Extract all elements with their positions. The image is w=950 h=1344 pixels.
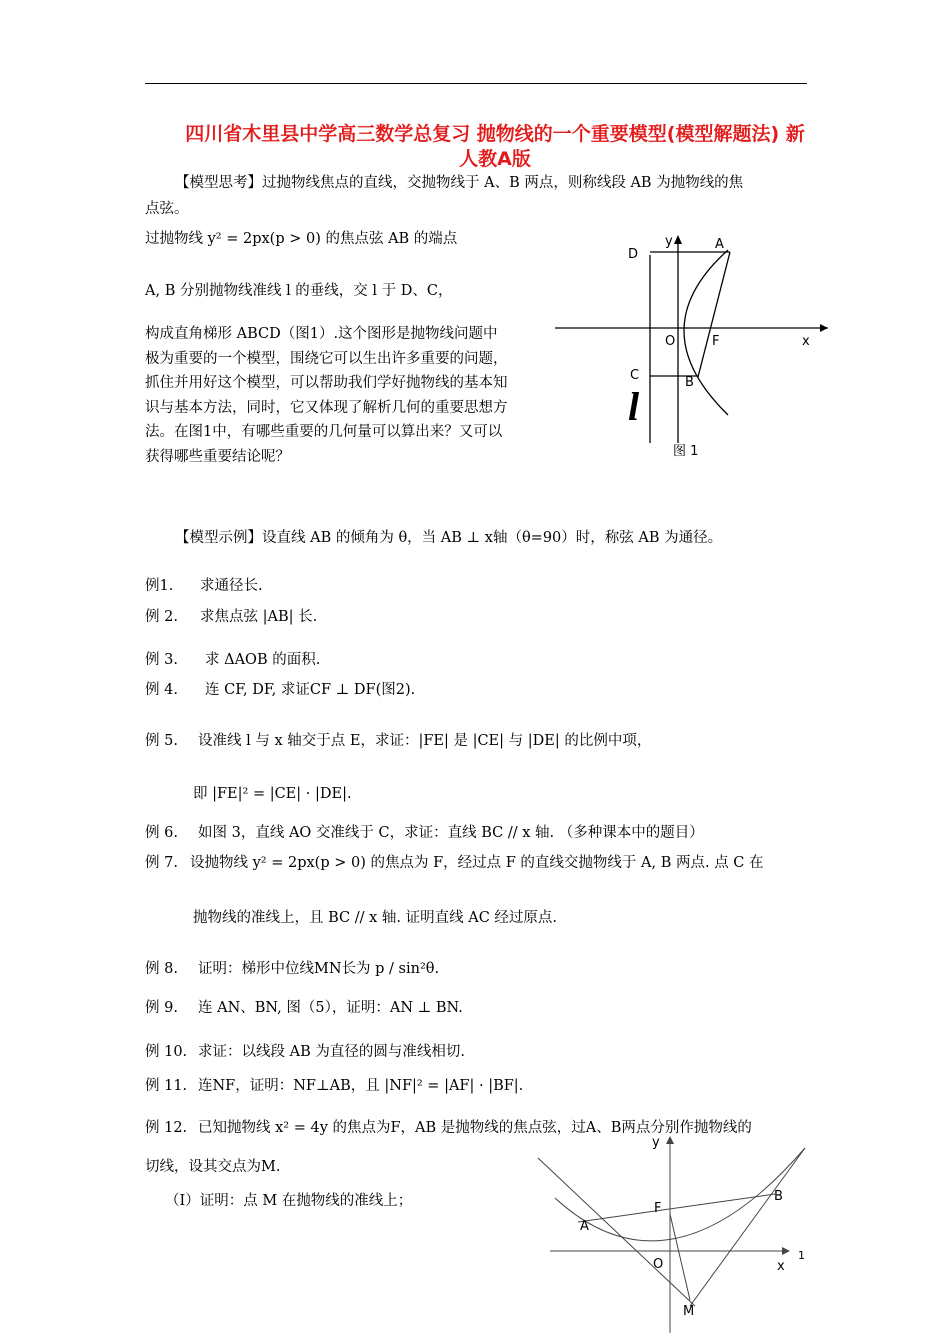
fig2-parabola (555, 1148, 805, 1241)
example-intro: 【模型示例】设直线 AB 的倾角为 θ，当 AB ⊥ x轴（θ=90）时，称弦 AB 为通径。 (175, 530, 723, 546)
fig2-segment-MF (670, 1214, 690, 1300)
example-text: 连 CF, DF, 求证CF ⊥ DF(图2). (205, 682, 416, 698)
example-text: 设抛物线 y² = 2px(p > 0) 的焦点为 F，经过点 F 的直线交抛物线于 A, B 两点. 点 C 在 (190, 855, 764, 871)
fig2-label-B: B (774, 1189, 783, 1204)
example-text: （I）证明：点 M 在抛物线的准线上； (165, 1193, 413, 1209)
fig1-label-C: C (630, 368, 640, 383)
fig1-label-A: A (715, 237, 724, 252)
fig2-label-M: M (683, 1304, 695, 1319)
example-number: 例 7. (145, 855, 178, 871)
example-text: 求证：以线段 AB 为直径的圆与准线相切. (198, 1044, 465, 1060)
page-title: 四川省木里县中学高三数学总复习 抛物线的一个重要模型(模型解题法) 新人教A版 (185, 123, 805, 170)
fig2-label-y: y (652, 1135, 660, 1150)
fig1-x-arrow (820, 324, 828, 332)
example-text: 如图 3，直线 AO 交准线于 C，求证：直线 BC // x 轴. （多种课本中的题目） (198, 825, 704, 841)
intro-line-3: 过抛物线 y² = 2px(p > 0) 的焦点弦 AB 的端点 (145, 231, 458, 247)
fig2-focal-chord (578, 1194, 775, 1222)
fig1-label-l: l (628, 384, 640, 429)
example-number: 例 9. (145, 1000, 178, 1016)
header-rule (145, 83, 807, 84)
fig1-label-O: O (665, 334, 676, 349)
example-text: 设准线 l 与 x 轴交于点 E，求证：|FE| 是 |CE| 与 |DE| 的比例中项， (198, 733, 652, 749)
example-number: 例 4. (145, 682, 178, 698)
fig2-tangent-A (538, 1158, 695, 1306)
example-number: 例 8. (145, 961, 178, 977)
example-text: 切线，设其交点为M. (145, 1159, 281, 1175)
fig2-x-arrow (782, 1247, 790, 1255)
example-text: 求 ΔAOB 的面积. (205, 652, 321, 668)
fig2-label-A: A (580, 1219, 589, 1234)
example-number: 例 12. (145, 1120, 188, 1136)
fig1-label-D: D (628, 247, 639, 262)
intro-line-1: 【模型思考】过抛物线焦点的直线，交抛物线于 A、B 两点，则称线段 AB 为抛物线的焦 (175, 175, 744, 191)
example-number: 例 6. (145, 825, 178, 841)
example-text: 抛物线的准线上，且 BC // x 轴. 证明直线 AC 经过原点. (193, 910, 558, 926)
example-number: 例 5. (145, 733, 178, 749)
example-text: 已知抛物线 x² = 4y 的焦点为F，AB 是抛物线的焦点弦，过A、B两点分别作抛物线的 (198, 1120, 752, 1136)
example-number: 例 3. (145, 652, 178, 668)
fig1-focal-chord (698, 252, 730, 377)
fig2-y-arrow (666, 1136, 674, 1144)
fig2-label-x: x (777, 1259, 785, 1274)
fig1-label-x: x (802, 334, 810, 349)
example-number: 例 10. (145, 1044, 188, 1060)
example-text: 证明：梯形中位线MN长为 p / sin²θ. (198, 961, 440, 977)
example-text: 求通径长. (200, 578, 263, 594)
page-number: 1 (798, 1249, 805, 1262)
figure-2 (530, 1128, 820, 1338)
intro-body: 构成直角梯形 ABCD（图1）.这个图形是抛物线问题中极为重要的一个模型，围绕它可以生出许多重要的问题，抓住并用好这个模型，可以帮助我们学好抛物线的基本知识与基本方法，同时，它又体现了解析几何的重要思想方法。在图1中，有哪些重要的几何量可以算出来？又可以获得哪些重要结论呢？ (145, 326, 508, 465)
example-text: 连NF，证明：NF⊥AB，且 |NF|² = |AF| · |BF|. (198, 1078, 524, 1094)
fig2-tangent-B (690, 1148, 805, 1306)
fig2-label-F: F (654, 1201, 662, 1216)
example-text: 求焦点弦 |AB| 长. (200, 609, 318, 625)
fig1-parabola (684, 250, 728, 415)
example-text: 即 |FE|² = |CE| · |DE|. (193, 786, 352, 802)
example-number: 例 2. (145, 609, 178, 625)
intro-line-2: 点弦。 (145, 201, 189, 217)
fig1-label-F: F (712, 334, 720, 349)
fig1-label-B: B (685, 375, 694, 390)
fig1-caption: 图 1 (673, 444, 699, 459)
fig1-y-arrow (674, 235, 682, 244)
example-text: 连 AN、BN, 图（5），证明：AN ⊥ BN. (198, 1000, 463, 1016)
example-number: 例1. (145, 578, 174, 594)
intro-line-4: A, B 分别抛物线准线 l 的垂线，交 l 于 D、C， (145, 283, 453, 299)
example-number: 例 11. (145, 1078, 188, 1094)
fig1-label-y: y (665, 234, 673, 249)
figure-1 (540, 225, 840, 475)
fig2-label-O: O (653, 1257, 664, 1272)
